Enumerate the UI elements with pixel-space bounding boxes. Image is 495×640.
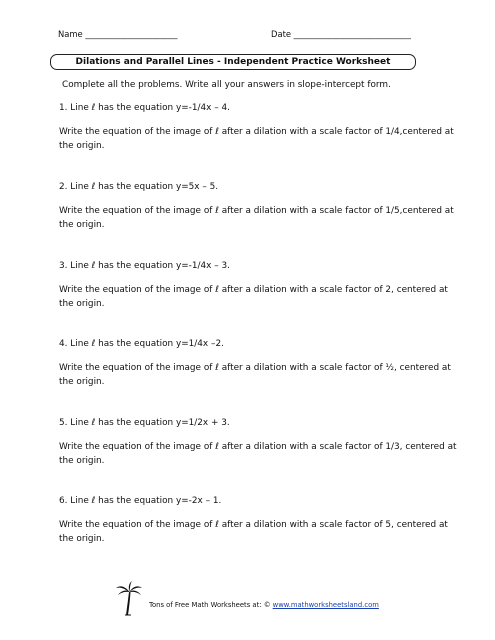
problem-4: [59, 337, 459, 390]
problem-task: Write the equation of the image of ℓ after a dilation with a scale factor of ½, centered at the origin.: [59, 363, 451, 388]
problem-task: Write the equation of the image of ℓ after a dilation with a scale factor of 1/3, centered at the origin.: [59, 442, 457, 467]
problem-3: [59, 259, 459, 312]
footer: [115, 580, 415, 620]
footer-credit-text: Tons of Free Math Worksheets at: ©: [149, 601, 273, 609]
problem-6: [59, 494, 459, 547]
date-field-label: Date ____________________________: [271, 29, 411, 39]
problem-statement: 3. Line ℓ has the equation y=-1/4x – 3.: [59, 261, 230, 271]
problem-2: [59, 180, 459, 233]
problem-statement: 4. Line ℓ has the equation y=1/4x –2.: [59, 339, 224, 349]
problem-5: [59, 416, 459, 469]
worksheet-title: Dilations and Parallel Lines - Independent Practice Worksheet: [75, 57, 391, 67]
problem-statement: 2. Line ℓ has the equation y=5x – 5.: [59, 182, 219, 192]
header-row: [0, 29, 495, 43]
footer-credit: [149, 601, 379, 609]
problem-task: Write the equation of the image of ℓ after a dilation with a scale factor of 1/5,centered at the origin.: [59, 206, 454, 231]
problem-task: Write the equation of the image of ℓ after a dilation with a scale factor of 2, centered at the origin.: [59, 285, 448, 310]
footer-website-link[interactable]: www.mathworksheetsland.com: [272, 601, 379, 609]
problem-task: Write the equation of the image of ℓ after a dilation with a scale factor of 5, centered at the origin.: [59, 520, 448, 545]
problem-statement: 6. Line ℓ has the equation y=-2x – 1.: [59, 496, 222, 506]
problem-statement: 5. Line ℓ has the equation y=1/2x + 3.: [59, 418, 230, 428]
problem-1: [59, 101, 459, 154]
instructions: Complete all the problems. Write all your answers in slope-intercept form.: [62, 80, 391, 90]
worksheet-title-box: [50, 54, 416, 70]
name-field-label: Name ______________________: [58, 29, 178, 39]
palm-tree-icon: [115, 580, 143, 616]
problem-statement: 1. Line ℓ has the equation y=-1/4x – 4.: [59, 103, 230, 113]
problem-task: Write the equation of the image of ℓ after a dilation with a scale factor of 1/4,centered at the origin.: [59, 127, 454, 152]
